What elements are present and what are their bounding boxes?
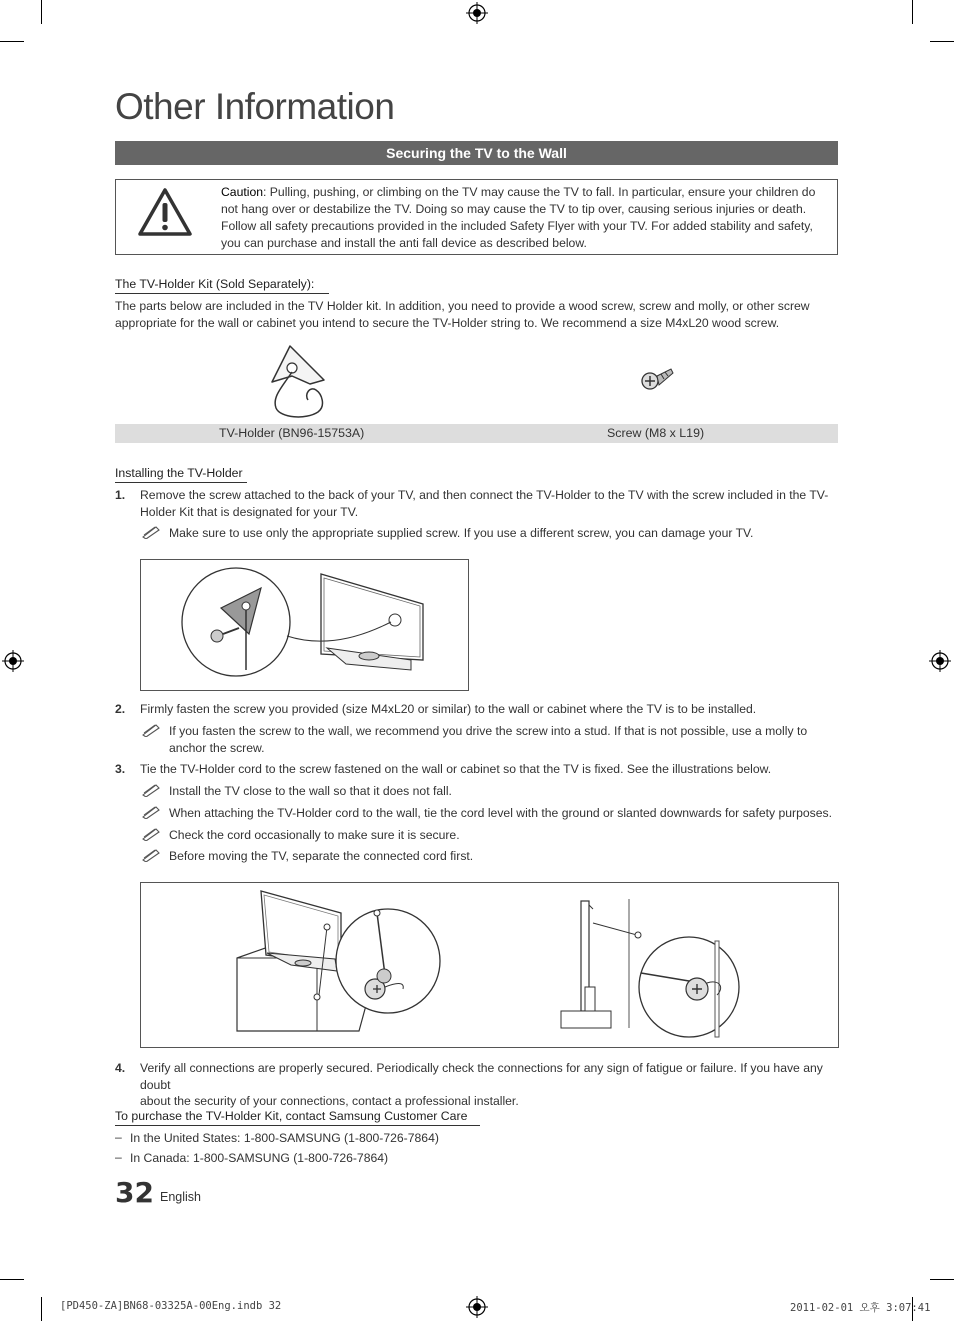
footer-file-info: [PD450-ZA]BN68-03325A-00Eng.indb 32 <box>60 1300 282 1312</box>
step-number: 1. <box>115 488 126 502</box>
step-number: 4. <box>115 1061 126 1075</box>
note-pencil-icon <box>141 783 161 797</box>
crop-mark <box>41 1297 42 1321</box>
caution-text <box>221 184 821 252</box>
crop-mark <box>0 1279 24 1280</box>
screw-part-icon <box>640 366 674 396</box>
note-pencil-icon <box>141 525 161 539</box>
warning-triangle-icon <box>137 187 193 237</box>
note-pencil-icon <box>141 723 161 737</box>
step-3-note: Check the cord occasionally to make sure it is secure. <box>169 828 460 842</box>
note-pencil-icon <box>141 848 161 862</box>
step-2-note-line-2: anchor the screw. <box>169 740 265 755</box>
step-3-note: When attaching the TV-Holder cord to the wall, tie the cord level with the ground or slanted downwards for safety purposes. <box>169 806 832 820</box>
list-dash: – <box>115 1150 122 1164</box>
crop-mark <box>41 0 42 24</box>
page-title: Other Information <box>115 86 395 127</box>
contact-us: In the United States: 1-800-SAMSUNG (1-800-726-7864) <box>130 1131 439 1145</box>
page-language: English <box>160 1190 201 1204</box>
caution-box <box>115 179 838 255</box>
crop-mark <box>930 41 954 42</box>
step-4-line-2: about the security of your connections, contact a professional installer. <box>140 1094 519 1108</box>
figure-attach-holder <box>140 559 469 691</box>
registration-mark-icon <box>2 650 24 672</box>
caution-label: Caution <box>221 185 264 199</box>
step-1-line-2: Holder Kit that is designated for your TV. <box>140 504 359 519</box>
step-1-text <box>140 487 840 520</box>
step-4-text <box>140 1060 845 1110</box>
step-2-text: Firmly fasten the screw you provided (size M4xL20 or similar) to the wall or cabinet where the TV is to be installed. <box>140 702 757 716</box>
registration-mark-icon <box>929 650 951 672</box>
footer-timestamp: 2011-02-01 오후 3:07:41 <box>790 1302 931 1314</box>
crop-mark <box>930 1279 954 1280</box>
step-3-note: Before moving the TV, separate the connected cord first. <box>169 849 474 863</box>
list-dash: – <box>115 1130 122 1144</box>
step-number: 2. <box>115 702 126 716</box>
step-2-note <box>169 723 839 756</box>
parts-label-bar <box>115 424 838 443</box>
step-3-text: Tie the TV-Holder cord to the screw fastened on the wall or cabinet so that the TV is fixed. See the illustrations below. <box>140 762 772 776</box>
step-1-line-1: Remove the screw attached to the back of your TV, and then connect the TV-Holder to the TV with the screw included in the TV- <box>140 488 829 502</box>
registration-mark-icon <box>466 1296 488 1318</box>
note-pencil-icon <box>141 827 161 841</box>
contact-canada: In Canada: 1-800-SAMSUNG (1-800-726-7864) <box>130 1151 389 1165</box>
page-number: 32 <box>115 1176 154 1209</box>
tie-cord-illustration <box>141 883 838 1047</box>
step-3-note: Install the TV close to the wall so that it does not fall. <box>169 784 452 798</box>
part-label-screw: Screw (M8 x L19) <box>607 426 705 440</box>
registration-mark-icon <box>466 2 488 24</box>
kit-paragraph: The parts below are included in the TV Holder kit. In addition, you need to provide a wood screw, screw and molly, or other screw appropriate for the wall or cabinet you intend to secure the TV-Holder string to. We recommend a size M4xL20 wood screw. <box>115 299 810 330</box>
part-label-tv-holder: TV-Holder (BN96-15753A) <box>219 426 365 440</box>
tv-holder-part-icon <box>262 342 330 420</box>
purchase-heading: To purchase the TV-Holder Kit, contact Samsung Customer Care <box>115 1109 480 1126</box>
step-2-note-line-1: If you fasten the screw to the wall, we recommend you drive the screw into a stud. If that is not possible, use a molly to <box>169 724 808 738</box>
attach-holder-illustration <box>141 560 468 690</box>
figure-tie-cord <box>140 882 839 1048</box>
crop-mark <box>0 41 24 42</box>
step-number: 3. <box>115 762 126 776</box>
crop-mark <box>912 0 913 24</box>
step-1-note: Make sure to use only the appropriate supplied screw. If you use a different screw, you can damage your TV. <box>169 526 754 540</box>
install-heading: Installing the TV-Holder <box>115 466 247 483</box>
note-pencil-icon <box>141 805 161 819</box>
kit-heading: The TV-Holder Kit (Sold Separately): <box>115 277 329 294</box>
section-bar: Securing the TV to the Wall <box>115 141 838 165</box>
caution-body: : Pulling, pushing, or climbing on the TV may cause the TV to fall. In particular, ensure your children do not hang over or destabilize the TV. Doing so may cause the TV to tip over, causing serious injuries or death. Follow all safety precautions provided in the included Safety Flyer with your TV. For added stability and safety, you can purchase and install the anti fall device as described below. <box>221 185 816 250</box>
step-4-line-1: Verify all connections are properly secured. Periodically check the connections for any sign of fatigue or failure. If you have any doubt <box>140 1061 823 1092</box>
